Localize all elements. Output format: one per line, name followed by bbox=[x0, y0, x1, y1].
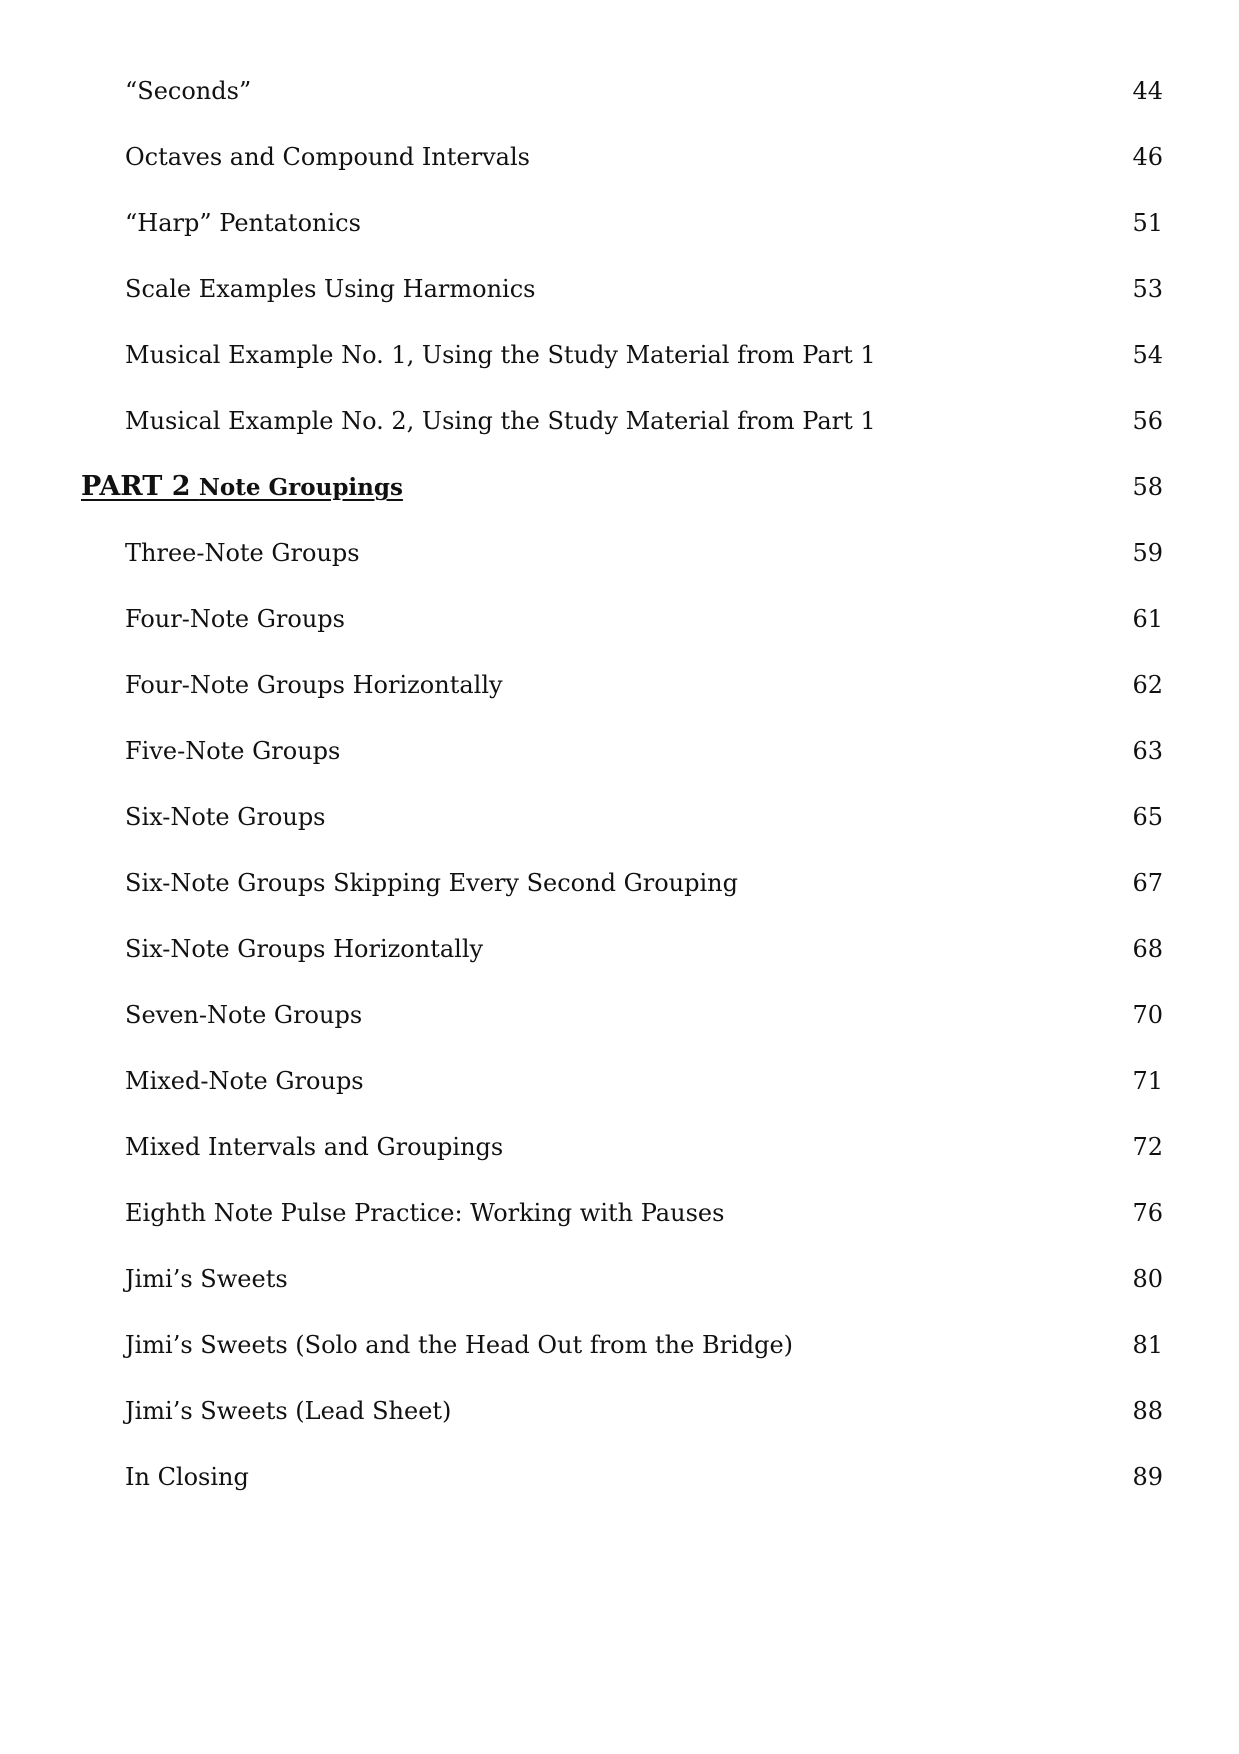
toc-entry[interactable] bbox=[0, 203, 1239, 243]
toc-entry-page: 80 bbox=[1132, 1265, 1163, 1293]
toc-entry-page: 71 bbox=[1132, 1067, 1163, 1095]
toc-entry-title: Scale Examples Using Harmonics bbox=[125, 275, 536, 303]
toc-entry-title: Six-Note Groups bbox=[125, 803, 326, 831]
toc-entry[interactable] bbox=[0, 731, 1239, 771]
toc-entry[interactable] bbox=[0, 137, 1239, 177]
toc-entry-page: 88 bbox=[1132, 1397, 1163, 1425]
toc-entry[interactable] bbox=[0, 335, 1239, 375]
toc-entry-title: Musical Example No. 1, Using the Study Material from Part 1 bbox=[125, 341, 876, 369]
toc-entry[interactable] bbox=[0, 863, 1239, 903]
toc-entry-title: Mixed-Note Groups bbox=[125, 1067, 364, 1095]
toc-entry-page: 58 bbox=[1132, 473, 1163, 501]
toc-entry-page: 70 bbox=[1132, 1001, 1163, 1029]
toc-entry-title: Jimi’s Sweets (Lead Sheet) bbox=[125, 1397, 452, 1425]
toc-entry-title: Three-Note Groups bbox=[125, 539, 360, 567]
toc-entry-page: 65 bbox=[1132, 803, 1163, 831]
toc-entry[interactable] bbox=[0, 1193, 1239, 1233]
toc-entry-page: 67 bbox=[1132, 869, 1163, 897]
toc-entry[interactable] bbox=[0, 1391, 1239, 1431]
toc-entry-page: 44 bbox=[1132, 77, 1163, 105]
toc-entry[interactable] bbox=[0, 401, 1239, 441]
toc-entry-title: In Closing bbox=[125, 1463, 249, 1491]
toc-entry[interactable] bbox=[0, 1127, 1239, 1167]
toc-entry-page: 72 bbox=[1132, 1133, 1163, 1161]
toc-entry-page: 59 bbox=[1132, 539, 1163, 567]
toc-entry[interactable] bbox=[0, 269, 1239, 309]
toc-entry-title: Jimi’s Sweets bbox=[125, 1265, 288, 1293]
toc-entry-page: 53 bbox=[1132, 275, 1163, 303]
toc-entry[interactable] bbox=[0, 533, 1239, 573]
toc-entry[interactable] bbox=[0, 665, 1239, 705]
toc-entry-title: Mixed Intervals and Groupings bbox=[125, 1133, 504, 1161]
part-heading-title bbox=[81, 467, 403, 508]
toc-entry[interactable] bbox=[0, 71, 1239, 111]
toc-part-heading[interactable] bbox=[0, 467, 1239, 507]
toc-entry-title: Seven-Note Groups bbox=[125, 1001, 363, 1029]
toc-entry-page: 68 bbox=[1132, 935, 1163, 963]
toc-entry-page: 62 bbox=[1132, 671, 1163, 699]
toc-entry-title: “Harp” Pentatonics bbox=[125, 209, 361, 237]
toc-entry-page: 51 bbox=[1132, 209, 1163, 237]
toc-entry-title: Musical Example No. 2, Using the Study Material from Part 1 bbox=[125, 407, 876, 435]
toc-entry-page: 46 bbox=[1132, 143, 1163, 171]
toc-entry-page: 76 bbox=[1132, 1199, 1163, 1227]
toc-entry-page: 61 bbox=[1132, 605, 1163, 633]
toc-entry-title: Four-Note Groups bbox=[125, 605, 345, 633]
toc-entry[interactable] bbox=[0, 929, 1239, 969]
toc-entry[interactable] bbox=[0, 599, 1239, 639]
toc-entry-page: 63 bbox=[1132, 737, 1163, 765]
toc-entry-page: 81 bbox=[1132, 1331, 1163, 1359]
toc-entry-page: 89 bbox=[1132, 1463, 1163, 1491]
part-name: Note Groupings bbox=[198, 474, 403, 501]
toc-entry[interactable] bbox=[0, 1325, 1239, 1365]
toc-entry[interactable] bbox=[0, 995, 1239, 1035]
toc-entry-title: Four-Note Groups Horizontally bbox=[125, 671, 503, 699]
toc-entry-title: Six-Note Groups Skipping Every Second Grouping bbox=[125, 869, 738, 897]
part-label: PART 2 bbox=[81, 471, 191, 502]
toc-entry[interactable] bbox=[0, 1457, 1239, 1497]
toc-entry-title: Octaves and Compound Intervals bbox=[125, 143, 530, 171]
toc-entry-page: 56 bbox=[1132, 407, 1163, 435]
toc-entry[interactable] bbox=[0, 1259, 1239, 1299]
toc-entry-page: 54 bbox=[1132, 341, 1163, 369]
toc-entry-title: Eighth Note Pulse Practice: Working with Pauses bbox=[125, 1199, 725, 1227]
toc-entry[interactable] bbox=[0, 797, 1239, 837]
toc-entry-title: Five-Note Groups bbox=[125, 737, 341, 765]
toc-entry-title: “Seconds” bbox=[125, 77, 252, 105]
toc-entry[interactable] bbox=[0, 1061, 1239, 1101]
toc-entry-title: Six-Note Groups Horizontally bbox=[125, 935, 484, 963]
toc-entry-title: Jimi’s Sweets (Solo and the Head Out from the Bridge) bbox=[125, 1331, 794, 1359]
